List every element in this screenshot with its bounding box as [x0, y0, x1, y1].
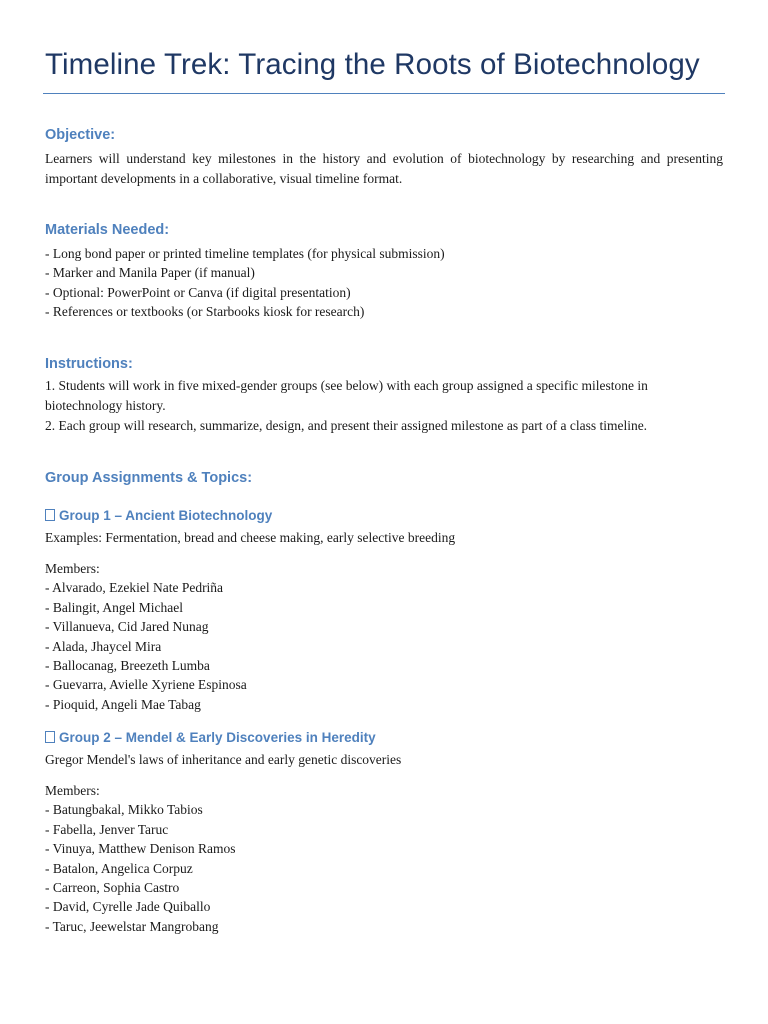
group-2-members	[45, 781, 236, 936]
title-underline	[43, 93, 725, 94]
group-2-description: Gregor Mendel's laws of inheritance and early genetic discoveries	[45, 752, 402, 767]
materials-heading: Materials Needed:	[45, 222, 170, 238]
member-item: - Alvarado, Ezekiel Nate Pedriña	[45, 580, 224, 596]
member-item: - Fabella, Jenver Taruc	[45, 821, 169, 837]
member-item: - Ballocanag, Breezeth Lumba	[45, 658, 210, 674]
materials-item: - Marker and Manila Paper (if manual)	[45, 265, 255, 281]
objective-text: Learners will understand key milestones in the history and evolution of biotechnology by researching and presenting important developments in a collaborative, visual timeline format.	[45, 151, 723, 186]
member-item: - Villanueva, Cid Jared Nunag	[45, 619, 209, 635]
instructions-step-2: 2. Each group will research, summarize, design, and present their assigned milestone as part of a class timeline.	[45, 418, 648, 433]
checkbox-glyph-icon	[45, 731, 55, 743]
member-item: - Vinuya, Matthew Denison Ramos	[45, 841, 236, 857]
member-item: - Batalon, Angelica Corpuz	[45, 860, 193, 876]
group-2-heading	[45, 730, 376, 745]
materials-item: - Long bond paper or printed timeline templates (for physical submission)	[45, 246, 445, 261]
group-1-description: Examples: Fermentation, bread and cheese making, early selective breeding	[45, 530, 456, 545]
member-item: - Guevarra, Avielle Xyriene Espinosa	[45, 677, 247, 693]
group-1-title: Group 1 – Ancient Biotechnology	[59, 508, 273, 523]
instructions-heading: Instructions:	[45, 356, 133, 372]
member-item: - David, Cyrelle Jade Quiballo	[45, 899, 211, 915]
member-item: - Taruc, Jeewelstar Mangrobang	[45, 918, 219, 934]
member-item: - Alada, Jhaycel Mira	[45, 638, 162, 654]
group-assignments-heading: Group Assignments & Topics:	[45, 470, 253, 486]
objective-heading: Objective:	[45, 127, 116, 143]
member-item: - Batungbakal, Mikko Tabios	[45, 802, 203, 818]
group-1-heading	[45, 508, 272, 523]
group-1-members	[45, 559, 247, 714]
members-label: Members:	[45, 561, 100, 576]
checkbox-glyph-icon	[45, 509, 55, 521]
instructions-step-1: 1. Students will work in five mixed-gender groups (see below) with each group assigned a specific milestone in biotechnology history.	[45, 378, 648, 413]
materials-item: - References or textbooks (or Starbooks kiosk for research)	[45, 304, 365, 320]
member-item: - Balingit, Angel Michael	[45, 599, 183, 615]
group-2-title: Group 2 – Mendel & Early Discoveries in Heredity	[59, 730, 376, 745]
page-title: Timeline Trek: Tracing the Roots of Biotechnology	[45, 48, 700, 81]
materials-item: - Optional: PowerPoint or Canva (if digital presentation)	[45, 284, 351, 300]
materials-list	[45, 244, 445, 322]
member-item: - Carreon, Sophia Castro	[45, 880, 180, 896]
members-label: Members:	[45, 783, 100, 798]
member-item: - Pioquid, Angeli Mae Tabag	[45, 696, 201, 712]
